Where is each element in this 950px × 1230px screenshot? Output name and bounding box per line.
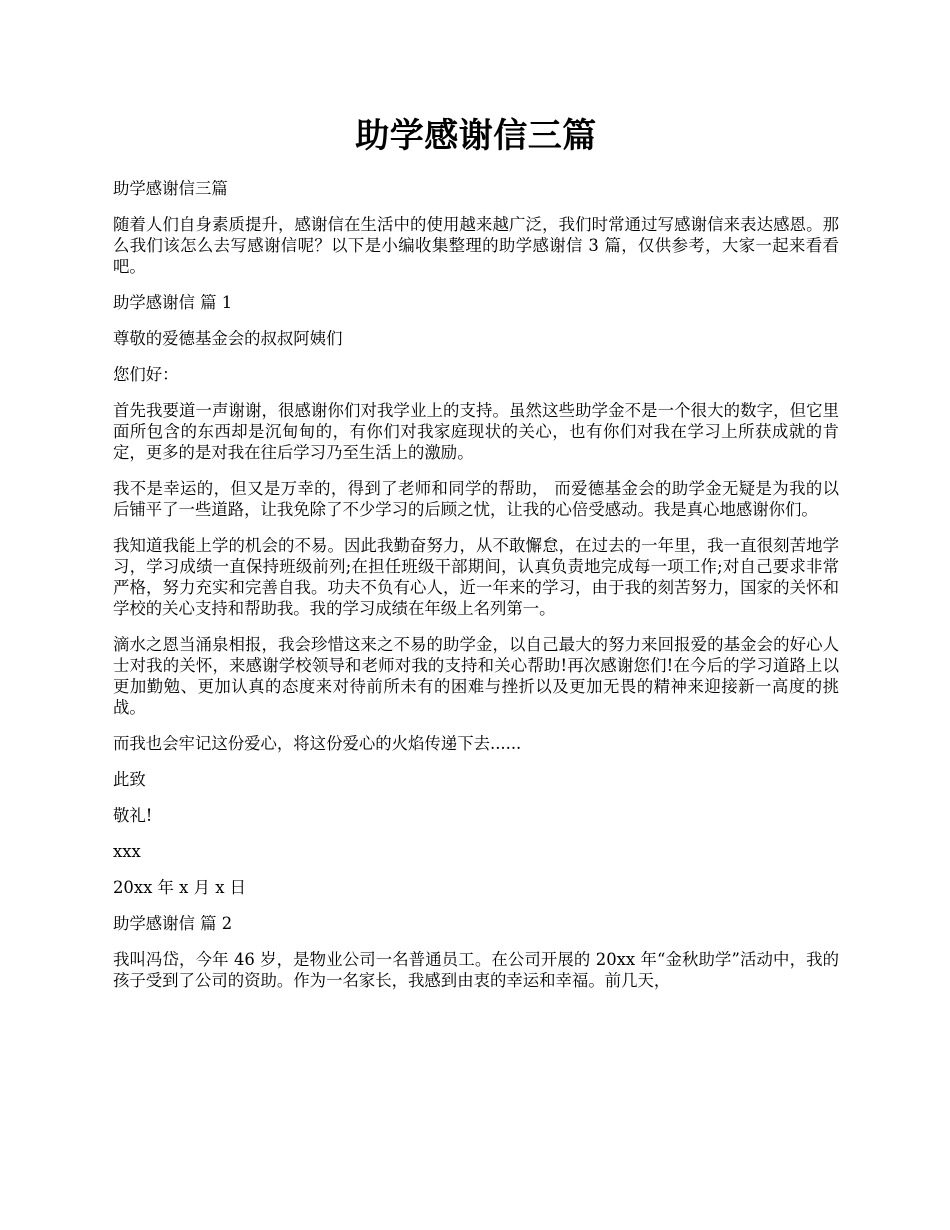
section-heading-2: 助学感谢信 篇 2 <box>113 914 233 933</box>
body-paragraph: 首先我要道一声谢谢，很感谢你们对我学业上的支持。虽然这些助学金不是一个很大的数字，但它里面所包含的东西却是沉甸甸的，有你们对我家庭现状的关心，也有你们对我在学习上所获成就的肯定，更多的是对我在往后学习乃至生活上的激励。 <box>113 401 839 462</box>
body-paragraph: 我不是幸运的，但又是万幸的，得到了老师和同学的帮助， 而爱德基金会的助学金无疑是为我的以后铺平了一些道路，让我免除了不少学习的后顾之忧，让我的心倍受感动。我是真心地感谢你们。 <box>113 479 839 519</box>
body-paragraph: 我叫冯岱，今年 46 岁，是物业公司一名普通员工。在公司开展的 20xx 年“金秋助学”活动中，我的孩子受到了公司的资助。作为一名家长，我感到由衷的幸运和幸福。前几天， <box>113 950 839 990</box>
date-line: 20xx 年 x 月 x 日 <box>113 878 247 897</box>
section-heading-1: 助学感谢信 篇 1 <box>113 293 233 312</box>
salutation: 尊敬的爱德基金会的叔叔阿姨们 <box>113 329 343 348</box>
body-paragraph: 滴水之恩当涌泉相报，我会珍惜这来之不易的助学金，以自己最大的努力来回报爱的基金会的好心人士对我的关怀，来感谢学校领导和老师对我的支持和关心帮助!再次感谢您们!在今后的学习道路上以更加勤勉、更加认真的态度来对待前所未有的困难与挫折以及更加无畏的精神来迎接新一高度的挑战。 <box>113 635 839 717</box>
body-paragraph: 我知道我能上学的机会的不易。因此我勤奋努力，从不敢懈怠，在过去的一年里，我一直很刻苦地学习，学习成绩一直保持班级前列;在担任班级干部期间，认真负责地完成每一项工作;对自己要求非常严格，努力充实和完善自我。功夫不负有心人，近一年来的学习，由于我的刻苦努力，国家的关怀和学校的关心支持和帮助我。我的学习成绩在年级上名列第一。 <box>113 536 839 618</box>
intro-paragraph: 随着人们自身素质提升，感谢信在生活中的使用越来越广泛，我们时常通过写感谢信来表达感恩。那么我们该怎么去写感谢信呢？以下是小编收集整理的助学感谢信 3 篇，仅供参考，大家一起来看看吧。 <box>113 215 839 276</box>
signature: xxx <box>113 842 141 861</box>
greeting: 您们好： <box>113 365 179 384</box>
document-body <box>113 178 839 1006</box>
closing-line: 此致 <box>113 770 146 789</box>
subtitle-paragraph: 助学感谢信三篇 <box>113 179 228 198</box>
closing-salute: 敬礼! <box>113 806 153 825</box>
body-paragraph: 而我也会牢记这份爱心，将这份爱心的火焰传递下去...... <box>113 734 522 753</box>
document-title: 助学感谢信三篇 <box>355 116 597 156</box>
